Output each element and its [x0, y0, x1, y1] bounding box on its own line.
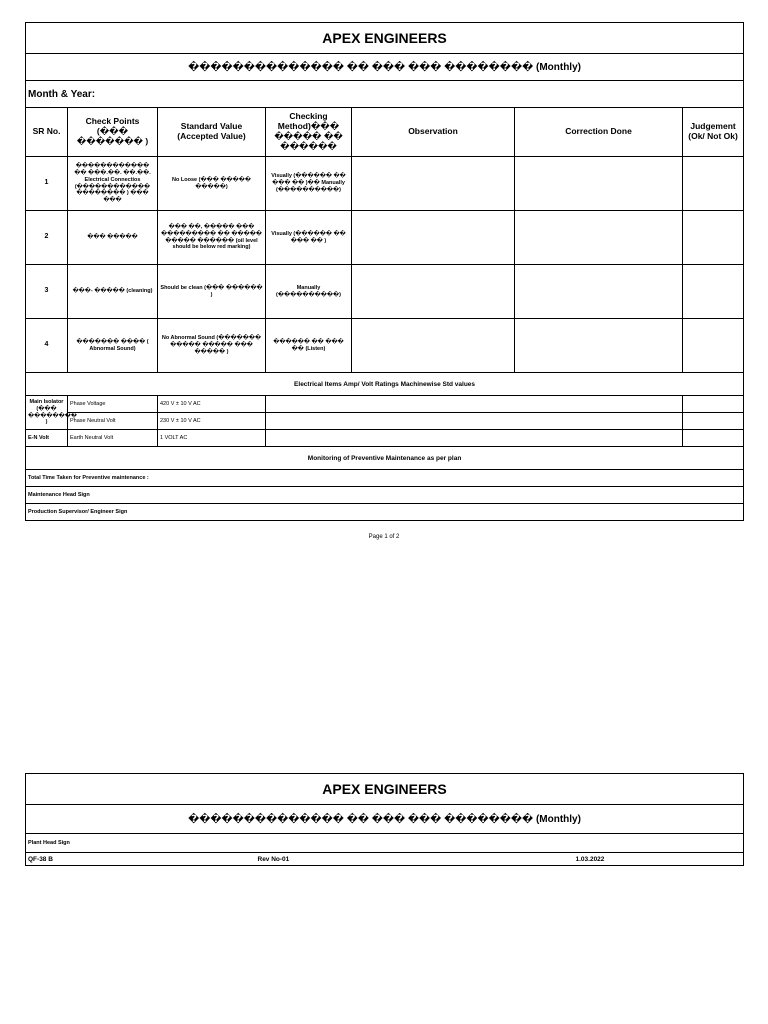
correction-cell[interactable]: [515, 211, 683, 265]
electrical-row: [26, 396, 744, 413]
observation-cell[interactable]: [352, 157, 515, 211]
electrical-item-name: Phase Neutral Volt: [68, 413, 158, 430]
observation-cell[interactable]: [352, 319, 515, 373]
electrical-row: [26, 413, 744, 430]
plant-head-sign[interactable]: Plant Head Sign: [26, 834, 744, 853]
judgement-cell[interactable]: [683, 265, 744, 319]
electrical-row: [26, 430, 744, 447]
row-standard: No Abnormal Sound (������� ����� ����� ��� ����� ): [158, 319, 266, 373]
company-name-page2: APEX ENGINEERS: [26, 774, 744, 805]
row-standard: Should be clean (��� ������ ): [158, 265, 266, 319]
electrical-reading-cell[interactable]: [266, 430, 683, 447]
maintenance-form-page2: [25, 773, 744, 866]
table-row: [26, 211, 744, 265]
electrical-item-name: Earth Neutral Volt: [68, 430, 158, 447]
monitoring-heading: Monitoring of Preventive Maintenance as per plan: [26, 447, 744, 470]
electrical-judgement-cell[interactable]: [683, 413, 744, 430]
form-title: �������������� �� ��� ��� �������� (Monthly): [26, 54, 744, 81]
electrical-reading-cell[interactable]: [266, 413, 683, 430]
row-method: Visually (������ �� ��� �� ): [266, 211, 352, 265]
table-row: [26, 157, 744, 211]
col-correction-done: Correction Done: [515, 108, 683, 157]
month-year-label: Month & Year:: [26, 81, 744, 108]
electrical-item-name: Phase Voltage: [68, 396, 158, 413]
electrical-reading-cell[interactable]: [266, 396, 683, 413]
en-volt-label: E-N Volt: [26, 430, 68, 447]
row-sr: 4: [26, 319, 68, 373]
electrical-item-value: 420 V ± 10 V AC: [158, 396, 266, 413]
observation-cell[interactable]: [352, 211, 515, 265]
correction-cell[interactable]: [515, 157, 683, 211]
row-check-point: ������� ���� ( Abnormal Sound): [68, 319, 158, 373]
table-row: [26, 319, 744, 373]
row-sr: 2: [26, 211, 68, 265]
electrical-judgement-cell[interactable]: [683, 396, 744, 413]
header-row: [26, 108, 744, 157]
table-row: [26, 265, 744, 319]
correction-cell[interactable]: [515, 319, 683, 373]
electrical-item-value: 1 VOLT AC: [158, 430, 266, 447]
judgement-cell[interactable]: [683, 157, 744, 211]
electrical-judgement-cell[interactable]: [683, 430, 744, 447]
main-isolator-label: Main Isolator (��� �������� ): [26, 396, 68, 430]
revision-date: 1.03.2022: [516, 853, 744, 866]
col-check-points: Check Points (��� ������� ): [68, 108, 158, 157]
production-supervisor-sign[interactable]: Production Supervisor/ Engineer Sign: [26, 504, 744, 521]
electrical-heading: Electrical Items Amp/ Volt Ratings Machinewise Std values: [26, 373, 744, 396]
page-number: Page 1 of 2: [368, 534, 400, 540]
row-standard: ��� ��, ����� ��� ��������� �� ����� ����� ������ (oil level should be below red marking): [158, 211, 266, 265]
judgement-cell[interactable]: [683, 319, 744, 373]
judgement-cell[interactable]: [683, 211, 744, 265]
maintenance-form-page1: [25, 22, 744, 521]
total-time-field[interactable]: Total Time Taken for Preventive maintenance :: [26, 470, 744, 487]
form-title-page2: �������������� �� ��� ��� �������� (Monthly): [26, 805, 744, 834]
col-standard-value: Standard Value (Accepted Value): [158, 108, 266, 157]
col-judgement: Judgement (Ok/ Not Ok): [683, 108, 744, 157]
row-method: Manually (����������): [266, 265, 352, 319]
col-checking-method: Checking Method)��� ����� �� ������: [266, 108, 352, 157]
col-sr-no: SR No.: [26, 108, 68, 157]
row-check-point: ������������ �� ���.��. ��.��. Electrical Connectios (������������ �������� ) ��� ���: [68, 157, 158, 211]
form-number: QF-38 B: [26, 853, 256, 866]
electrical-item-value: 230 V ± 10 V AC: [158, 413, 266, 430]
row-standard: No Loose (��� ����� �����): [158, 157, 266, 211]
correction-cell[interactable]: [515, 265, 683, 319]
company-name: APEX ENGINEERS: [26, 23, 744, 54]
row-method: Visually (������ �� ��� �� )�� Manually (����������): [266, 157, 352, 211]
row-check-point: ���- ����� (cleaning): [68, 265, 158, 319]
row-check-point: ��� �����: [68, 211, 158, 265]
row-sr: 1: [26, 157, 68, 211]
row-sr: 3: [26, 265, 68, 319]
row-method: ������ �� ��� �� (Listen): [266, 319, 352, 373]
observation-cell[interactable]: [352, 265, 515, 319]
maintenance-head-sign[interactable]: Maintenance Head Sign: [26, 487, 744, 504]
col-observation: Observation: [352, 108, 515, 157]
revision-number: Rev No-01: [256, 853, 516, 866]
